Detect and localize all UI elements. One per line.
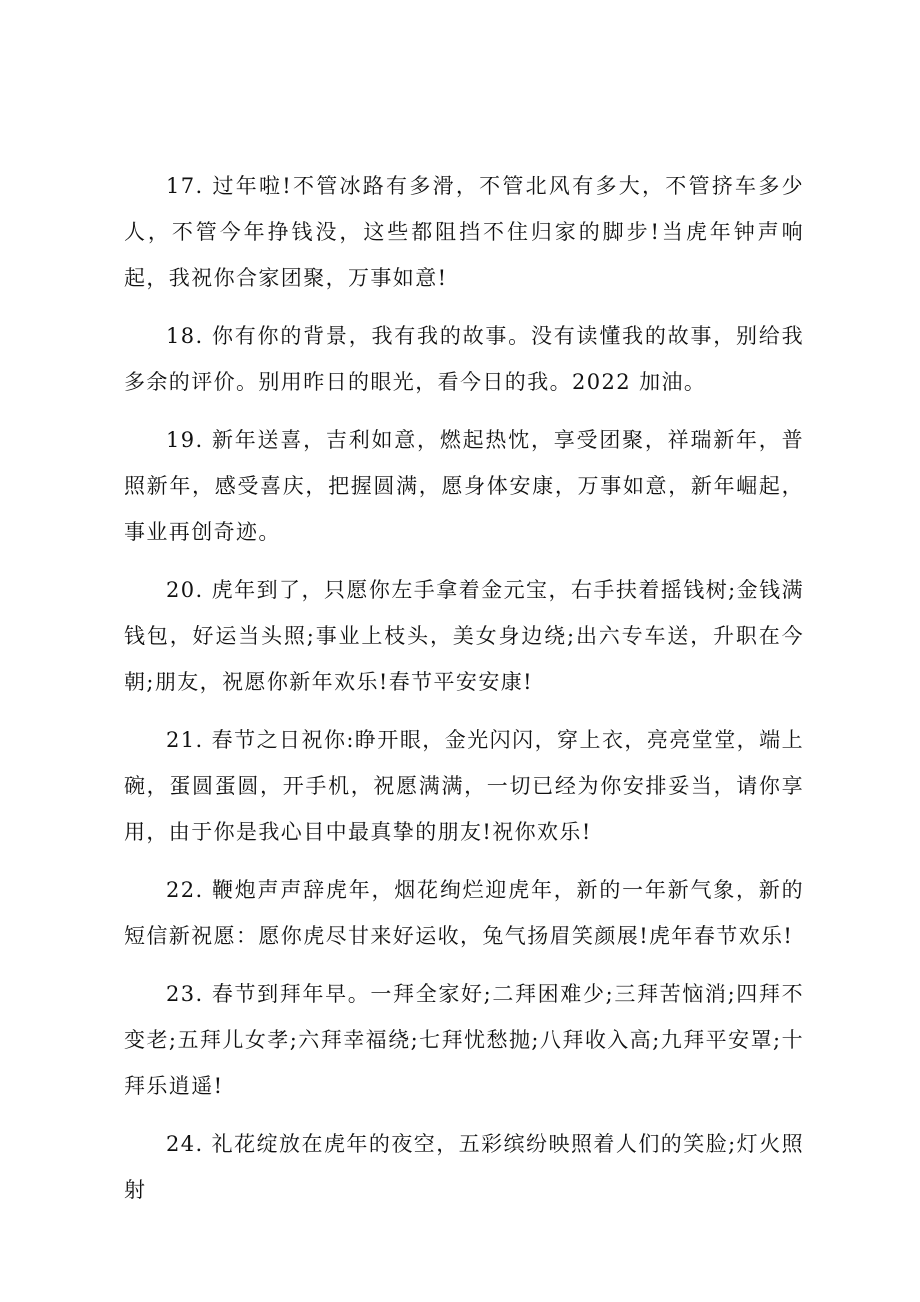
paragraph-22: [124, 867, 804, 959]
paragraph-text: 礼花绽放在虎年的夜空，五彩缤纷映照着人们的笑脸;灯火照射: [124, 1132, 804, 1202]
paragraph-text: 鞭炮声声辞虎年，烟花绚烂迎虎年，新的一年新气象，新的短信新祝愿：愿你虎尽甘来好运收，兔气扬眉笑颜展!虎年春节欢乐!: [124, 878, 804, 948]
paragraph-21: [124, 717, 804, 855]
paragraph-text: 新年送喜，吉利如意，燃起热忱，享受团聚，祥瑞新年，普照新年，感受喜庆，把握圆满，愿身体安康，万事如意，新年崛起，事业再创奇迹。: [124, 428, 804, 544]
paragraph-text: 春节之日祝你:睁开眼，金光闪闪，穿上衣，亮亮堂堂，端上碗，蛋圆蛋圆，开手机，祝愿满满，一切已经为你安排妥当，请你享用，由于你是我心目中最真挚的朋友!祝你欢乐!: [124, 728, 804, 844]
paragraph-text: 虎年到了，只愿你左手拿着金元宝，右手扶着摇钱树;金钱满钱包，好运当头照;事业上枝头，美女身边绕;出六专车送，升职在今朝;朋友，祝愿你新年欢乐!春节平安安康!: [124, 578, 804, 694]
paragraph-number: 24.: [166, 1132, 204, 1156]
paragraph-24: [124, 1121, 804, 1213]
paragraph-number: 22.: [166, 878, 204, 902]
paragraph-number: 20.: [166, 578, 204, 602]
paragraph-number: 21.: [166, 728, 204, 752]
paragraph-20: [124, 567, 804, 705]
paragraph-19: [124, 417, 804, 555]
paragraph-number: 19.: [166, 428, 204, 452]
paragraph-text: 过年啦!不管冰路有多滑，不管北风有多大，不管挤车多少人，不管今年挣钱没，这些都阻挡不住归家的脚步!当虎年钟声响起，我祝你合家团聚，万事如意!: [124, 174, 804, 290]
paragraph-number: 23.: [166, 982, 204, 1006]
paragraph-number: 17.: [166, 174, 204, 198]
paragraph-text: 你有你的背景，我有我的故事。没有读懂我的故事，别给我多余的评价。别用昨日的眼光，看今日的我。2022 加油。: [124, 324, 804, 394]
paragraph-number: 18.: [166, 324, 204, 348]
paragraph-18: [124, 313, 804, 405]
paragraph-text: 春节到拜年早。一拜全家好;二拜困难少;三拜苦恼消;四拜不变老;五拜儿女孝;六拜幸福绕;七拜忧愁抛;八拜收入高;九拜平安罩;十拜乐逍遥!: [124, 982, 804, 1098]
document-body: [124, 163, 804, 1225]
paragraph-23: [124, 971, 804, 1109]
paragraph-17: [124, 163, 804, 301]
